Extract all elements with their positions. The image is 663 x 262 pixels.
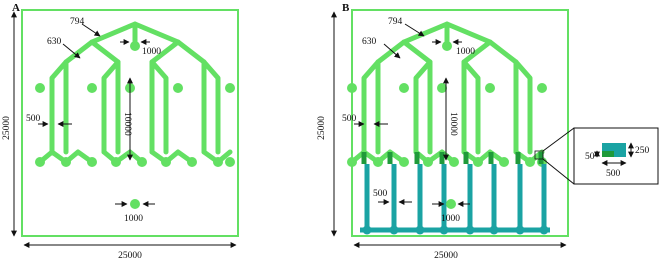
- dim-label-500-b: 500: [342, 114, 357, 124]
- dim-label-height-a: 25000: [2, 116, 12, 140]
- dim-label-630-a: 630: [47, 37, 62, 47]
- outlet-well-a: [130, 199, 140, 209]
- dim-label-794-b: 794: [388, 17, 403, 27]
- dim-label-500-a: 500: [26, 114, 41, 124]
- dim-label-500-trap-b: 500: [373, 189, 388, 199]
- inset-label-50: 50: [585, 152, 595, 162]
- panel-b: [317, 2, 658, 261]
- dim-label-width-b: 25000: [434, 251, 458, 261]
- dim-label-10000-b: 10000: [448, 112, 458, 136]
- dim-label-1000-inlet-a: 1000: [142, 47, 161, 57]
- dim-label-10000-a: 10000: [122, 112, 132, 136]
- dim-label-width-a: 25000: [118, 251, 142, 261]
- dim-label-height-b: 25000: [317, 116, 327, 140]
- zoom-line-top: [543, 128, 574, 151]
- panel-label-b: B: [342, 2, 350, 14]
- outlet-well-b: [446, 199, 456, 209]
- dim-label-1000-outlet-a: 1000: [124, 214, 143, 224]
- panel-a: [2, 2, 238, 261]
- channel-network-b: [347, 24, 547, 167]
- dim-label-1000-outlet-b: 1000: [441, 214, 460, 224]
- panel-label-a: A: [12, 2, 20, 14]
- inset-label-500: 500: [606, 169, 621, 179]
- dim-label-1000-inlet-b: 1000: [456, 47, 475, 57]
- inset-dark-step: [602, 151, 614, 157]
- dim-label-794-a: 794: [70, 17, 85, 27]
- zoom-line-bottom: [543, 159, 574, 184]
- dim-arrow-794-a: [82, 24, 100, 36]
- inset-label-250: 250: [635, 146, 650, 156]
- dim-arrow-794-b: [405, 24, 424, 36]
- dim-label-630-b: 630: [362, 37, 377, 47]
